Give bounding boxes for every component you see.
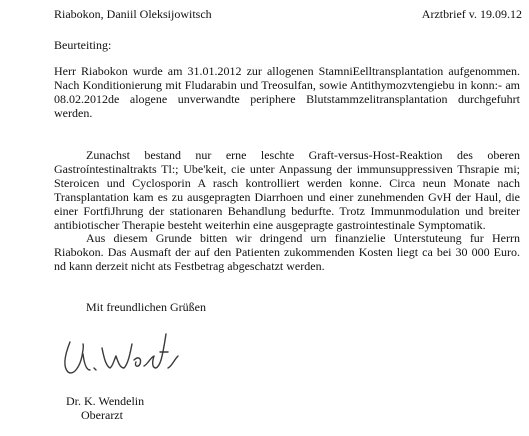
patient-name: Riabokon, Daniil Oleksijowitsch: [54, 7, 212, 21]
handwritten-signature: [56, 330, 186, 382]
signer-title: Oberarzt: [81, 408, 123, 422]
signer-name: Dr. K. Wendelin: [66, 394, 145, 408]
letter-reference: Arztbrief v. 19.09.12: [421, 7, 522, 21]
paragraph-clinical-course: Zunachst bestand nur erne leschte Graft-versus-Host-Reaktion des oberen Gastroíntestinaltrakts Tl:; Ube'keit, cie unter Anpassung der immunsuppressiven Thsrapie mi; Steroicen und Cyclosporin A rasch kontrolliert werden konne. Circa neun Monate nach Transplantation kam es zu ausgepragten Diarrhoen und einer zunehmenden GvH der Haul, die einer FortfiJhrung der stationaren Behandlung bedurfte. Trotz Immunmodulation und breiter antibiotischer Therapie besteht weiterhin eine ausgepragte gastrointestinale Symptomatik.: [54, 148, 520, 232]
closing-greeting: Mit freundlichen Grüßen: [86, 300, 206, 314]
paragraph-admission: Herr Riabokon wurde am 31.01.2012 zur allogenen StamniEelltransplantation aufgenommen. Nach Konditionierung mit Fludarabin und Treosulfan, sowie Antithymozvtengiebu in konn:- am 08.02.2012de alogene unverwandte periphere Blutstammzelitransplantation durchgefuhrt werden.: [54, 64, 520, 120]
assessment-heading: Beurteiting:: [54, 38, 112, 52]
paragraph-funding-request: Aus diesem Grunde bitten wir dringend urn finanzielie Unterstuteung fur Herrn Riabokon. Das Ausmaft der auf den Patienten zukommenden Kosten liegt ca bei 30 000 Euro. nd kann derzeit nicht ats Festbetrag abgeschatzt werden.: [54, 231, 520, 273]
